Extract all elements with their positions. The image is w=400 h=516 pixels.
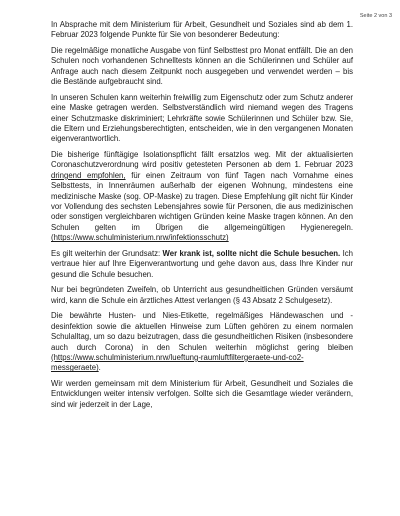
underlined-text: dringend empfohlen, [51, 170, 126, 180]
paragraph-text: Wir werden gemeinsam mit dem Ministerium für Arbeit, Gesundheit und Soziales die Entwicklungen weiter intensiv verfolgen. Sollte sich die Gesamtlage wieder verändern, sind wir jederzeit in der Lage, [51, 378, 353, 409]
paragraph-intro [51, 20, 353, 41]
paragraph-text: Es gilt weiterhin der Grundsatz: [51, 248, 163, 258]
lueftung-link[interactable]: (https://www.schulministerium.nrw/lueftung-raumluftfiltergeraete-und-co2-messgeraete) [51, 352, 304, 373]
paragraph-text: Die bewährte Husten- und Nies-Etikette, regelmäßiges Händewaschen und -desinfektion sowie die aktuellen Hinweise zum Lüften gehören zu einem normalen Schulalltag, um so dazu beizutragen, dass die gesundheitlichen Risiken (insbesondere auch durch Corona) in den Schulen weiterhin möglichst gering bleiben [51, 311, 353, 352]
paragraph-text: für einen Zeitraum von fünf Tagen nach Vornahme eines Selbsttests, in Innenräumen außerhalb der eigenen Wohnung, mindestens eine medizinische Maske (sog. OP-Maske) zu tragen. Diese Empfehlung gilt nicht für Kinder vor Vollendung des sechsten Lebensjahres sowie für Personen, die aus medizinischen oder sonstigen vergleichbaren wichtigen Gründen keine Maske tragen können. An den Schulen gelten im Übrigen die allgemeingültigen Hygieneregeln. [51, 170, 353, 232]
paragraph-text: In Absprache mit dem Ministerium für Arbeit, Gesundheit und Soziales sind ab dem 1. Februar 2023 folgende Punkte für Sie von besonderer Bedeutung: [51, 20, 353, 40]
paragraph-text: Ich vertraue hier auf Ihre Eigenverantwortung und gehe davon aus, dass Ihre Kinder nur gesund die Schule besuchen. [51, 248, 353, 279]
paragraph-outlook [51, 379, 353, 410]
paragraph-isolation [51, 150, 353, 244]
paragraph-masks [51, 93, 353, 145]
paragraph-principle [51, 249, 353, 280]
paragraph-selftests [51, 46, 353, 88]
paragraph-text: Nur bei begründeten Zweifeln, ob Unterricht aus gesundheitlichen Gründen versäumt wird, kann die Schule ein ärztliches Attest verlangen (§ 43 Absatz 2 Schulgesetz). [51, 285, 353, 305]
infektionsschutz-link[interactable]: (https://www.schulministerium.nrw/infektionsschutz) [51, 233, 229, 243]
paragraph-text: Die bisherige fünftägige Isolationspflicht fällt ersatzlos weg. Mit der aktualisierten Coronaschutzverordnung wird positiv getesteten Personen ab dem 1. Februar 2023 [51, 150, 353, 170]
paragraph-text: In unseren Schulen kann weiterhin freiwillig zum Eigenschutz oder zum Schutz anderer eine Maske getragen werden. Selbstverständlich wird niemand wegen des Tragens einer Schutzmaske diskriminiert; Lehrkräfte sowie Schülerinnen und Schüler bzw. Sie, die Eltern und Erziehungsberechtigten, entscheiden, wie in den vergangenen Monaten eigenverantwortlich. [51, 92, 353, 144]
letter-body [51, 20, 353, 415]
paragraph-text: Die regelmäßige monatliche Ausgabe von fünf Selbsttest pro Monat entfällt. Die an den Schulen noch vorhandenen Schnelltests können an die Schülerinnen und Schüler auf Anfrage auch nach diesem Zeitpunkt noch ausgegeben und verwendet werden – bis die Bestände aufgebraucht sind. [51, 46, 353, 87]
bold-text: Wer krank ist, sollte nicht die Schule besuchen. [162, 248, 341, 258]
paragraph-text: . [98, 363, 101, 373]
paragraph-hygiene [51, 311, 353, 373]
page-number: Seite 2 von 3 [359, 13, 392, 19]
paragraph-attest [51, 285, 353, 306]
